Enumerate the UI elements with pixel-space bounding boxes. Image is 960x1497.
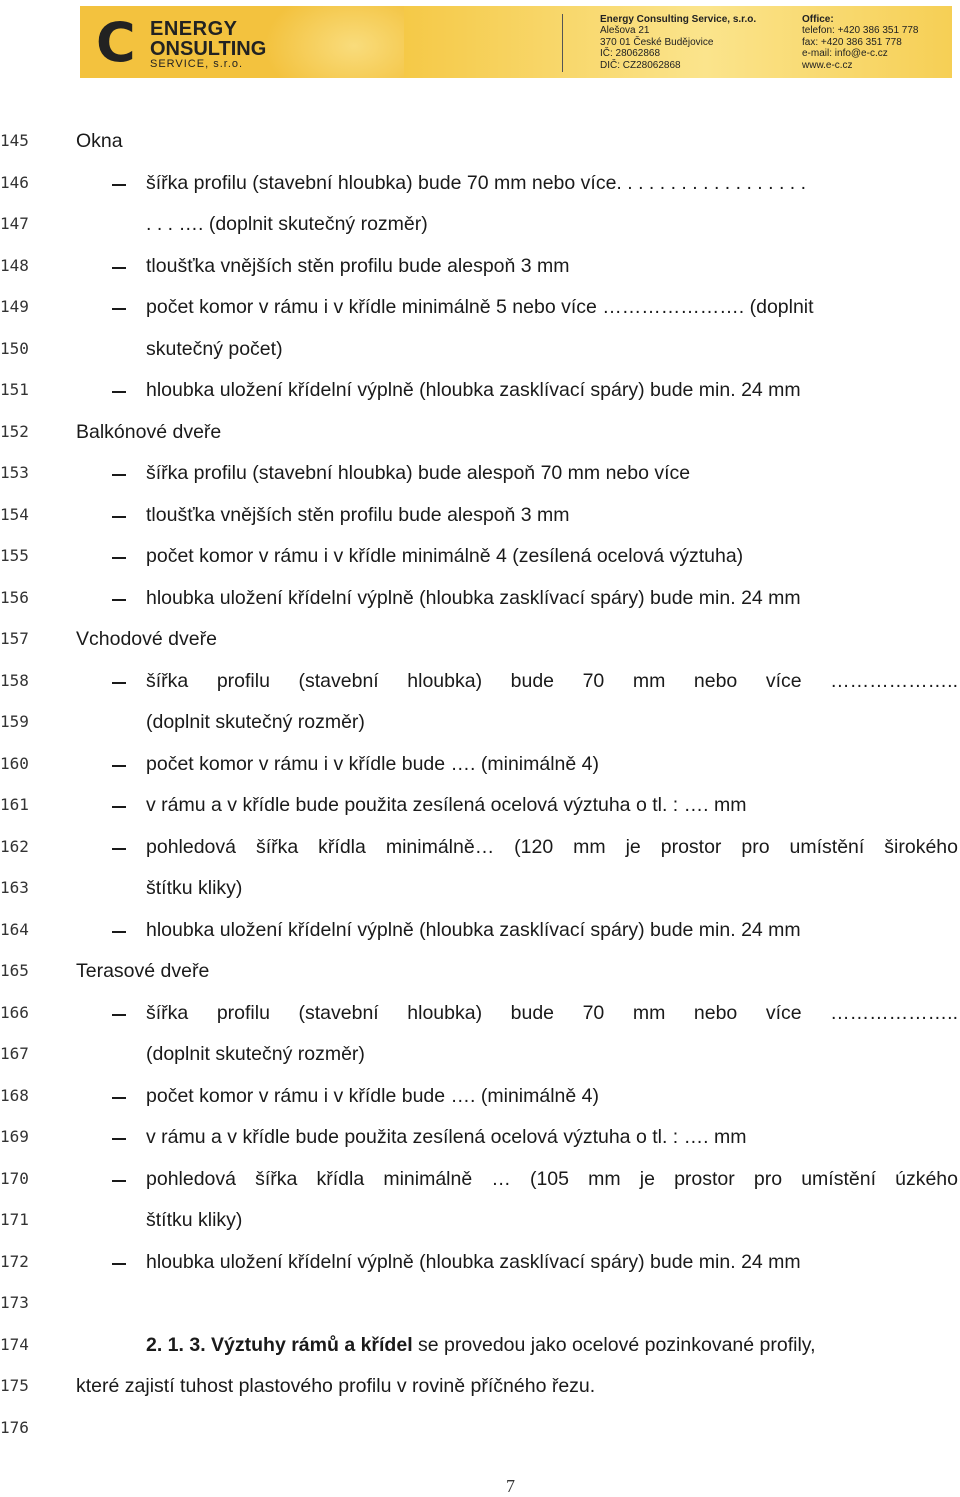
list-item-continuation: (doplnit skutečný rozměr)	[146, 711, 365, 733]
logo-energy-text: ENERGY	[150, 18, 238, 40]
office-phone: telefon: +420 386 351 778	[802, 25, 919, 37]
bullet-dash	[112, 474, 126, 476]
line-number: 157	[0, 629, 29, 648]
bullet-dash	[112, 848, 126, 850]
list-item-continuation: štítku kliky)	[146, 1209, 243, 1231]
section-heading-vchodove-dvere: Vchodové dveře	[76, 628, 217, 650]
list-item: počet komor v rámu i v křídle bude …. (minimálně 4)	[146, 1085, 599, 1107]
company-city: 370 01 České Budějovice	[600, 36, 714, 48]
letterhead	[80, 6, 952, 78]
line-number: 158	[0, 671, 29, 690]
office-contact	[802, 14, 919, 71]
list-item: hloubka uložení křídelní výplně (hloubka zasklívací spáry) bude min. 24 mm	[146, 1251, 801, 1273]
list-item: v rámu a v křídle bude použita zesílená ocelová výztuha o tl. : …. mm	[146, 1126, 747, 1148]
list-item-continuation: (doplnit skutečný rozměr)	[146, 1043, 365, 1065]
line-number: 172	[0, 1252, 29, 1271]
list-item: pohledová šířka křídla minimálně … (105 mm je prostor pro umístění úzkého	[146, 1168, 958, 1190]
line-number: 148	[0, 256, 29, 275]
bullet-dash	[112, 806, 126, 808]
bullet-dash	[112, 765, 126, 767]
company-info	[404, 6, 952, 78]
office-title: Office:	[802, 14, 834, 25]
line-number: 169	[0, 1127, 29, 1146]
paragraph-text: se provedou jako ocelové pozinkované profily,	[412, 1334, 816, 1356]
company-dic: DIČ: CZ28062868	[600, 59, 681, 71]
line-number: 145	[0, 131, 29, 150]
line-number: 167	[0, 1044, 29, 1063]
list-item: šířka profilu (stavební hloubka) bude alespoň 70 mm nebo více	[146, 462, 691, 484]
bullet-dash	[112, 267, 126, 269]
line-number: 159	[0, 712, 29, 731]
section-heading-balkonove-dvere: Balkónové dveře	[76, 421, 222, 443]
bullet-dash	[112, 557, 126, 559]
line-number: 149	[0, 297, 29, 316]
line-number: 174	[0, 1335, 29, 1354]
line-number: 164	[0, 920, 29, 939]
bullet-dash	[112, 931, 126, 933]
line-number: 152	[0, 422, 29, 441]
list-item-continuation: štítku kliky)	[146, 877, 243, 899]
line-number: 147	[0, 214, 29, 233]
subsection-heading-vyztuhy: 2. 1. 3. Výztuhy rámů a křídel	[146, 1334, 413, 1356]
list-item-continuation: skutečný počet)	[146, 338, 283, 360]
list-item-continuation: . . . …. (doplnit skutečný rozměr)	[146, 213, 428, 235]
office-fax: fax: +420 386 351 778	[802, 36, 902, 48]
page-number: 7	[506, 1476, 515, 1496]
logo-c-letter: C	[96, 11, 136, 74]
list-item: počet komor v rámu i v křídle minimálně 5 nebo více …………………. (doplnit	[146, 296, 814, 318]
line-number: 163	[0, 878, 29, 897]
company-logo	[80, 6, 404, 78]
line-number: 161	[0, 795, 29, 814]
bullet-dash	[112, 1138, 126, 1140]
logo-consulting-text: ONSULTING	[150, 38, 267, 60]
line-number: 166	[0, 1003, 29, 1022]
line-number: 168	[0, 1086, 29, 1105]
paragraph-vyztuhy	[146, 1333, 958, 1357]
logo-service-text: SERVICE, s.r.o.	[150, 58, 244, 70]
company-street: Alešova 21	[600, 25, 650, 37]
line-number: 165	[0, 961, 29, 980]
bullet-dash	[112, 682, 126, 684]
list-item: šířka profilu (stavební hloubka) bude 70 mm nebo více ………………..	[146, 1002, 958, 1024]
line-number: 176	[0, 1418, 29, 1437]
list-item: tloušťka vnějších stěn profilu bude alespoň 3 mm	[146, 255, 570, 277]
line-number: 155	[0, 546, 29, 565]
section-heading-okna: Okna	[76, 130, 123, 152]
line-number: 175	[0, 1376, 29, 1395]
line-number: 162	[0, 837, 29, 856]
line-number: 151	[0, 380, 29, 399]
bullet-dash	[112, 184, 126, 186]
list-item: šířka profilu (stavební hloubka) bude 70 mm nebo více ………………..	[146, 670, 958, 692]
line-number: 156	[0, 588, 29, 607]
office-email: e-mail: info@e-c.cz	[802, 48, 888, 60]
header-divider	[562, 14, 563, 72]
line-number: 160	[0, 754, 29, 773]
bullet-dash	[112, 308, 126, 310]
list-item: v rámu a v křídle bude použita zesílená ocelová výztuha o tl. : …. mm	[146, 794, 747, 816]
line-number: 171	[0, 1210, 29, 1229]
bullet-dash	[112, 1263, 126, 1265]
line-number: 146	[0, 173, 29, 192]
bullet-dash	[112, 516, 126, 518]
line-number: 150	[0, 339, 29, 358]
line-number: 173	[0, 1293, 29, 1312]
company-ic: IČ: 28062868	[600, 48, 661, 60]
office-web: www.e-c.cz	[802, 59, 853, 71]
list-item: hloubka uložení křídelní výplně (hloubka zasklívací spáry) bude min. 24 mm	[146, 587, 801, 609]
list-item: počet komor v rámu i v křídle minimálně 4 (zesílená ocelová výztuha)	[146, 545, 744, 567]
bullet-dash	[112, 1180, 126, 1182]
company-name: Energy Consulting Service, s.r.o.	[600, 14, 757, 25]
bullet-dash	[112, 599, 126, 601]
list-item: hloubka uložení křídelní výplně (hloubka zasklívací spáry) bude min. 24 mm	[146, 919, 801, 941]
section-heading-terasove-dvere: Terasové dveře	[76, 960, 210, 982]
line-number: 153	[0, 463, 29, 482]
bullet-dash	[112, 1097, 126, 1099]
list-item: pohledová šířka křídla minimálně… (120 mm je prostor pro umístění širokého	[146, 836, 958, 858]
list-item: počet komor v rámu i v křídle bude …. (minimálně 4)	[146, 753, 599, 775]
bullet-dash	[112, 1014, 126, 1016]
line-number: 170	[0, 1169, 29, 1188]
paragraph-text-continuation: které zajistí tuhost plastového profilu v rovině příčného řezu.	[76, 1375, 596, 1397]
list-item: tloušťka vnějších stěn profilu bude alespoň 3 mm	[146, 504, 570, 526]
list-item: hloubka uložení křídelní výplně (hloubka zasklívací spáry) bude min. 24 mm	[146, 379, 801, 401]
line-number: 154	[0, 505, 29, 524]
list-item: šířka profilu (stavební hloubka) bude 70 mm nebo více. . . . . . . . . . . . . . . . . .	[146, 172, 807, 194]
company-address	[600, 14, 756, 71]
bullet-dash	[112, 391, 126, 393]
